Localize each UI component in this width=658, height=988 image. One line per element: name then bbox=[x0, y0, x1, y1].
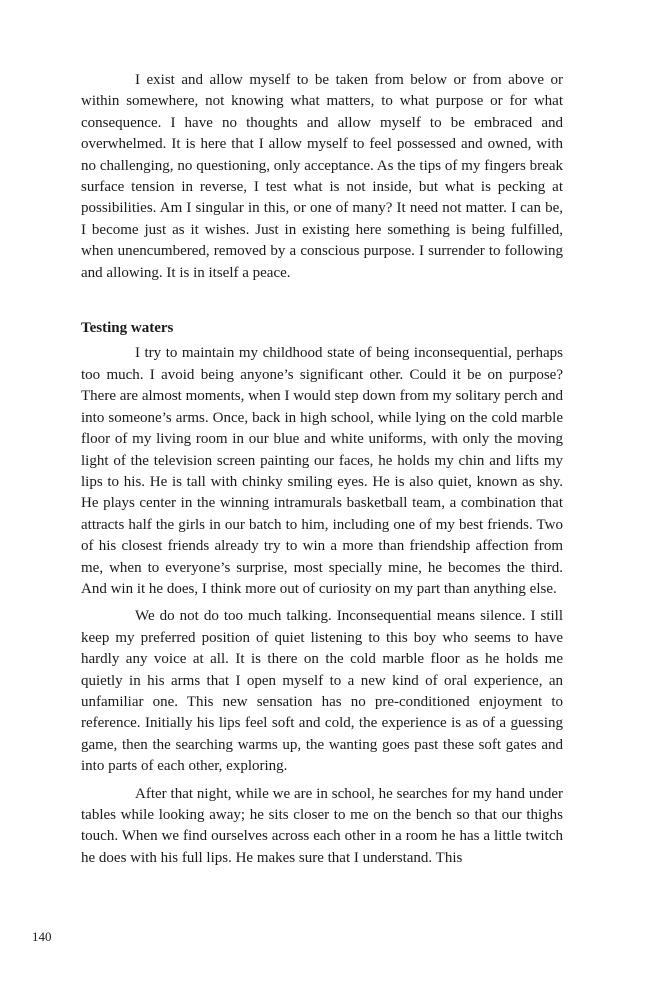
section-heading: Testing waters bbox=[81, 320, 174, 337]
body-paragraph-4: After that night, while we are in school, he searches for my hand under tables while looking away; he sits closer to me on the bench so that our thighs touch. When we find ourselves across each other in a room he has a little twitch he does with his full lips. He makes sure that I understand. This bbox=[81, 785, 563, 866]
text-block bbox=[81, 70, 563, 869]
body-paragraph-2: I try to maintain my childhood state of being inconsequential, perhaps too much. I avoid being anyone’s significant other. Could it be on purpose? There are almost moments, when I would step down from my solitary perch and into someone’s arms. Once, back in high school, while lying on the cold marble floor of my living room in our blue and white uniforms, with only the moving light of the television screen painting our faces, he holds my chin and lifts my lips to his. He is tall with chinky smiling eyes. He is also quiet, known as shy. He plays center in the winning intramurals basketball team, a combination that attracts half the girls in our batch to him, including one of my best friends. Two of his closest friends already try to win a more than friendship affection from me, when to everyone’s surprise, most specially mine, he becomes the third. And win it he does, I think more out of curiosity on my part than anything else. bbox=[81, 345, 563, 597]
page-number: 140 bbox=[32, 929, 52, 944]
body-paragraph-1: I exist and allow myself to be taken from below or from above or within somewhere, not knowing what matters, to what purpose or for what consequence. I have no thoughts and allow myself to be embraced and overwhelmed. It is here that I allow myself to feel possessed and owned, with no challenging, no questioning, only acceptance. As the tips of my fingers break surface tension in reverse, I test what is not inside, but what is pecking at possibilities. Am I singular in this, or one of many? It need not matter. I can be, I become just as it wishes. Just in existing here something is being fulfilled, when unencumbered, removed by a conscious purpose. I surrender to following and allowing. It is in itself a peace. bbox=[81, 72, 563, 281]
body-paragraph-3: We do not do too much talking. Inconsequential means silence. I still keep my preferred position of quiet listening to this boy who seems to have hardly any voice at all. It is there on the cold marble floor as he holds me quietly in his arms that I open myself to a new kind of oral experience, an unfamiliar one. This new sensation has no pre-conditioned enjoyment to reference. Initially his lips feel soft and cold, the experience is as of a guessing game, then the searching warms up, the wanting goes past these soft gates and into parts of each other, exploring. bbox=[81, 608, 563, 775]
